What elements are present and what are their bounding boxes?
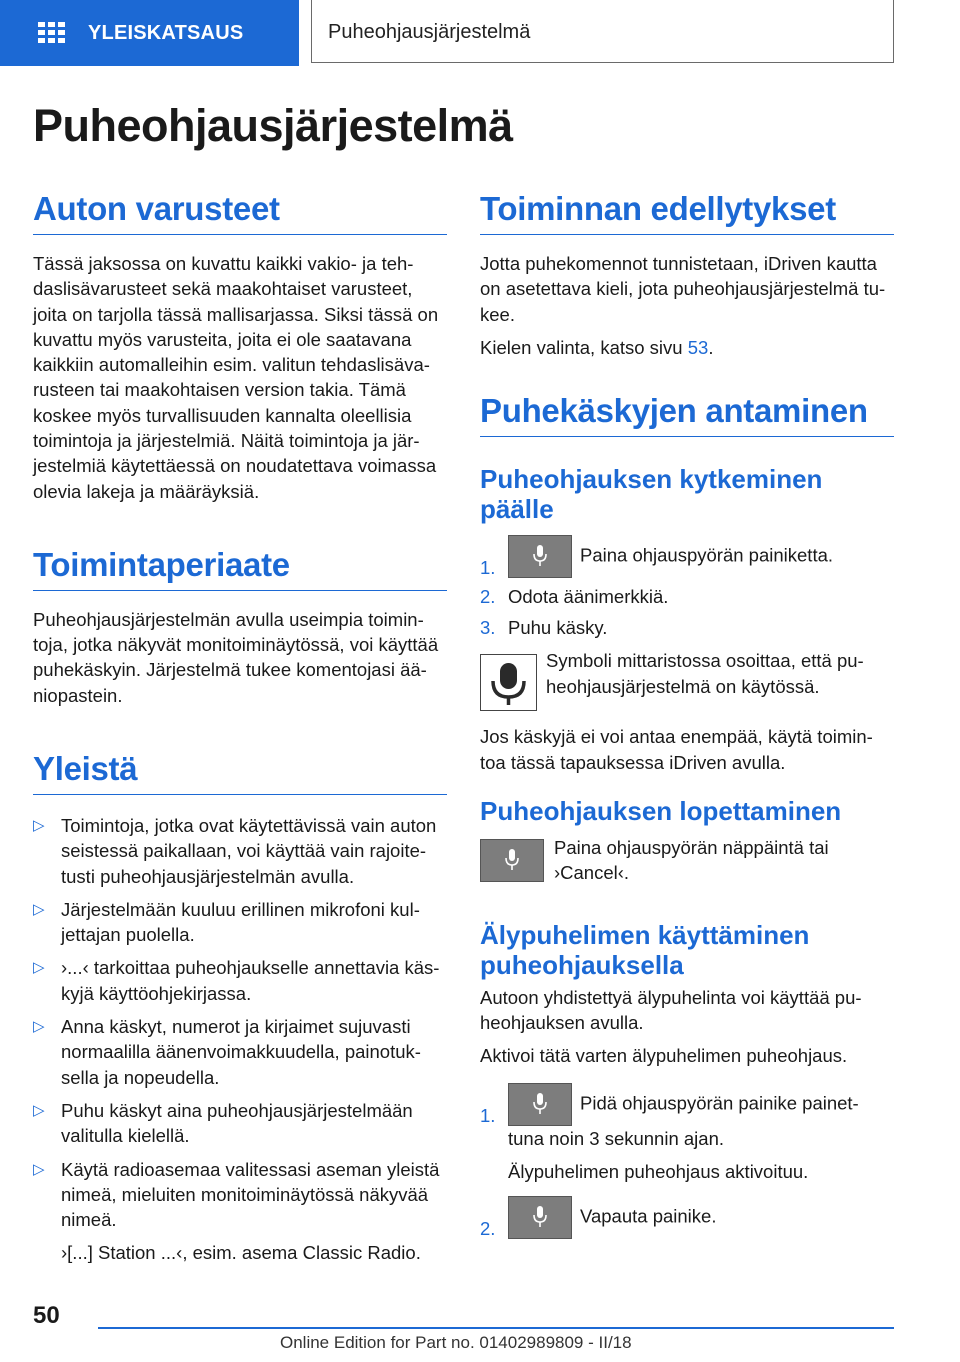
step-text: Puhu käsky. <box>508 617 608 639</box>
list-item <box>33 897 447 948</box>
steering-wheel-button-image <box>508 1083 572 1126</box>
language-ref-suffix: . <box>708 336 714 358</box>
microphone-icon <box>481 655 536 710</box>
tab-overview[interactable] <box>0 0 299 66</box>
symbol-note-text: Symboli mittaristossa osoittaa, että pu-heohjausjärjestelmä on käytössä. <box>546 650 864 697</box>
smartphone-step-1 <box>480 1083 894 1185</box>
section-title-toiminnan-edellytykset: Toiminnan edellytykset <box>480 190 894 235</box>
edellytykset-text: Jotta puhekomennot tunnistetaan, iDriven kautta on asetettava kieli, jota puheohjausjärjestelmä tu-kee. <box>480 252 886 325</box>
triangle-bullet-icon: ▷ <box>33 816 45 834</box>
triangle-bullet-icon: ▷ <box>33 1160 45 1178</box>
lopettaminen-text: Paina ohjauspyörän näppäintä tai ›Cancel‹. <box>554 836 829 884</box>
list-item-text: Toimintoja, jotka ovat käytettävissä vain auton seistessä paikallaan, voi käyttää vain rajoite-tusti puheohjausjärjestelmän avulla. <box>61 814 437 887</box>
section-title-yleista: Yleistä <box>33 750 447 795</box>
tab-section[interactable] <box>311 0 894 63</box>
yleista-bullet-list <box>33 813 447 1232</box>
grid-menu-icon <box>38 22 66 44</box>
list-item-text: Järjestelmään kuuluu erillinen mikrofoni kul-jettajan puolella. <box>61 898 420 946</box>
page-number: 50 <box>33 1302 60 1329</box>
step-text: Odota äänimerkkiä. <box>508 585 669 607</box>
triangle-bullet-icon: ▷ <box>33 959 45 977</box>
step-2 <box>480 584 894 609</box>
alypuhelin-text-2: Aktivoi tätä varten älypuhelimen puheohjaus. <box>480 1045 848 1067</box>
section-title-auton-varusteet: Auton varusteet <box>33 190 447 235</box>
list-item <box>33 1157 447 1233</box>
step-sub-text: Älypuhelimen puheohjaus aktivoituu. <box>508 1160 809 1182</box>
microphone-icon <box>533 545 547 567</box>
list-item <box>33 1014 447 1090</box>
list-item-text: ›...‹ tarkoittaa puheohjaukselle annettavia käs-kyjä käyttöohjekirjassa. <box>61 957 440 1004</box>
left-column <box>33 190 447 1266</box>
language-ref-text <box>480 335 894 360</box>
list-item-text: Anna käskyt, numerot ja kirjaimet sujuvasti normaalilla äänenvoimakkuudella, painotuk-sella ja nopeudella. <box>61 1016 421 1088</box>
list-item-text: Käytä radioasemaa valitessasi aseman yleistä nimeä, mieluiten monitoiminäytössä näkyvää nimeä. <box>61 1158 440 1231</box>
step-text: Pidä ohjauspyörän painike painet-tuna noin 3 sekunnin ajan. <box>508 1091 859 1149</box>
page-title: Puheohjausjärjestelmä <box>33 100 513 151</box>
section-title-puhekaskyjen-antaminen: Puhekäskyjen antaminen <box>480 392 894 437</box>
microphone-icon <box>533 1093 547 1115</box>
step-number: 1. <box>480 1104 496 1126</box>
microphone-icon <box>505 849 519 871</box>
microphone-icon <box>533 1206 547 1228</box>
step-text: Paina ohjauspyörän painiketta. <box>580 544 834 566</box>
lopettaminen-note <box>480 835 894 895</box>
subsection-title-lopettaminen: Puheohjauksen lopettaminen <box>480 796 842 827</box>
toimintaperiaate-text: Puheohjausjärjestelmän avulla useimpia toimin-toja, jotka näkyvät monitoiminäytössä, voi käyttää puhekäskyin. Järjestelmä tukee komentojasi ää-niopastein. <box>33 608 439 706</box>
tab-section-label: Puheohjausjärjestelmä <box>328 21 531 43</box>
voice-symbol-image <box>480 654 537 711</box>
header <box>0 0 960 66</box>
step-number: 2. <box>480 585 496 607</box>
subsection-title-kytkeminen: Puheohjauksen kytkeminen päälle <box>480 464 823 524</box>
triangle-bullet-icon: ▷ <box>33 900 45 918</box>
section-title-toimintaperiaate: Toimintaperiaate <box>33 546 447 591</box>
auton-varusteet-text: Tässä jaksossa on kuvattu kaikki vakio- ja teh-daslisävarusteet sekä maakohtaiset varusteet, joita on tarjolla tässä mallisarjassa. Siksi tässä on kuvattu myös varusteita, joita ei ole saatavana kaikkiin automalleihin esim. valitun tehdaslisäva-rusteen tai maakohtaisen version takia. Tämä koskee myös turvallisuuden kannalta oleellisia toimintoja ja järjestelmiä. Näitä toimintoja ja jär-jestelmiä käytettäessä on noudatettava voimassa olevia lakeja ja määräyksiä. <box>33 252 439 502</box>
step-number: 2. <box>480 1218 496 1240</box>
yleista-extra-text: ›[...] Station ...‹, esim. asema Classic Radio. <box>61 1242 421 1264</box>
step-1 <box>480 535 894 578</box>
step-3 <box>480 615 894 640</box>
footer-divider <box>98 1327 894 1329</box>
list-item <box>33 813 447 889</box>
list-item <box>33 955 447 1006</box>
footer-edition-text: Online Edition for Part no. 01402989809 - II/18 <box>280 1333 632 1352</box>
list-item <box>33 1098 447 1149</box>
tab-overview-label: YLEISKATSAUS <box>88 21 244 44</box>
list-item-text: Puhu käskyt aina puheohjausjärjestelmään valitulla kielellä. <box>61 1099 413 1147</box>
steering-wheel-button-image <box>480 839 544 882</box>
right-column <box>480 190 894 1239</box>
triangle-bullet-icon: ▷ <box>33 1018 45 1036</box>
triangle-bullet-icon: ▷ <box>33 1101 45 1119</box>
antaminen-after-text: Jos käskyjä ei voi antaa enempää, käytä toimin-toa tässä tapauksessa iDriven avulla. <box>480 726 873 773</box>
steering-wheel-button-image <box>508 1196 572 1239</box>
symbol-note <box>480 648 894 710</box>
alypuhelin-text-1: Autoon yhdistettyä älypuhelinta voi käyttää pu-heohjauksen avulla. <box>480 986 862 1033</box>
language-ref-prefix: Kielen valinta, katso sivu <box>480 336 683 358</box>
steering-wheel-button-image <box>508 535 572 578</box>
smartphone-step-2 <box>480 1196 894 1239</box>
page-link[interactable]: 53 <box>687 336 709 358</box>
step-number: 3. <box>480 617 496 639</box>
subsection-title-alypuhelin: Älypuhelimen käyttäminen puheohjauksella <box>480 919 810 980</box>
step-number: 1. <box>480 556 496 578</box>
step-text: Vapauta painike. <box>580 1205 717 1227</box>
